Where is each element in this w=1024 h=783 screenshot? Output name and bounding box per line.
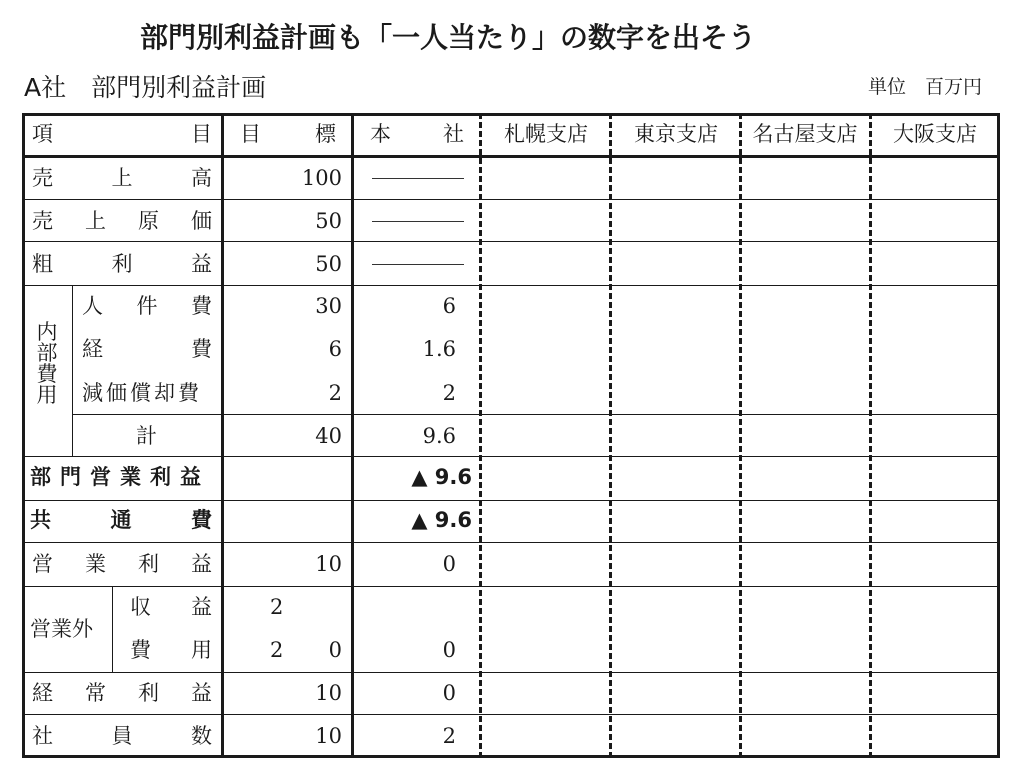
row-divider — [22, 155, 1000, 158]
depreciation-target: 2 — [328, 381, 342, 405]
sales-target: 100 — [301, 166, 342, 190]
page-headline: 部門別利益計画も「一人当たり」の数字を出そう — [140, 21, 757, 54]
column-divider-dashed — [869, 113, 872, 758]
row-divider — [22, 586, 1000, 587]
non-op-expense-honsha: 0 — [442, 638, 456, 662]
row-divider — [22, 285, 1000, 286]
row-divider — [22, 714, 1000, 715]
row-label-expenses: 経 費 — [82, 337, 212, 361]
internal-group-label: 内 部 費 用 — [36, 320, 58, 407]
row-divider — [22, 542, 1000, 543]
header-honsha: 本 社 — [370, 122, 464, 146]
profit-plan-table — [22, 113, 1000, 758]
non-op-group-label: 営業外 — [30, 617, 93, 641]
header-item: 項 目 — [32, 122, 212, 146]
expenses-honsha: 1.6 — [422, 337, 456, 361]
employees-target: 10 — [315, 724, 342, 748]
depreciation-honsha: 2 — [442, 381, 456, 405]
internal-total-honsha: 9.6 — [422, 424, 456, 448]
row-label-non-op-income: 収 益 — [130, 595, 212, 619]
group-divider — [112, 586, 113, 672]
unit-label: 単位 百万円 — [868, 76, 983, 98]
column-divider-dashed — [609, 113, 612, 758]
cogs-honsha-dash — [372, 221, 464, 222]
header-nagoya: 名古屋支店 — [752, 122, 858, 146]
ordinary-honsha: 0 — [442, 681, 456, 705]
header-target: 目 標 — [240, 122, 336, 146]
row-divider — [22, 672, 1000, 673]
ordinary-target: 10 — [315, 681, 342, 705]
row-label-ordinary: 経 常 利 益 — [32, 681, 212, 705]
sales-honsha-dash — [372, 178, 464, 179]
column-divider-dashed — [479, 113, 482, 758]
row-label-dept-profit: 部門営業利益 — [30, 465, 210, 489]
group-divider — [72, 285, 73, 456]
row-divider — [72, 414, 1000, 415]
internal-total-target: 40 — [315, 424, 342, 448]
gross-honsha-dash — [372, 264, 464, 265]
cogs-target: 50 — [315, 209, 342, 233]
non-op-expense-target-a: 2 — [270, 638, 284, 662]
header-osaka: 大阪支店 — [893, 122, 977, 146]
table-title: A社 部門別利益計画 — [24, 73, 267, 102]
expenses-target: 6 — [328, 337, 342, 361]
non-op-expense-target-b: 0 — [328, 638, 342, 662]
row-label-personnel: 人 件 費 — [82, 294, 212, 318]
row-label-cogs: 売 上 原 価 — [32, 209, 212, 233]
column-divider-dashed — [739, 113, 742, 758]
op-profit-target: 10 — [315, 552, 342, 576]
row-label-non-op-expense: 費 用 — [130, 638, 212, 662]
personnel-honsha: 6 — [442, 294, 456, 318]
row-label-op-profit: 営 業 利 益 — [32, 552, 212, 576]
row-label-common: 共 通 費 — [30, 508, 212, 532]
column-divider — [351, 113, 354, 758]
row-label-depreciation: 減価償却費 — [82, 381, 202, 405]
employees-honsha: 2 — [442, 724, 456, 748]
op-profit-honsha: 0 — [442, 552, 456, 576]
row-divider — [22, 199, 1000, 200]
row-label-sales: 売 上 高 — [32, 166, 212, 190]
row-divider — [22, 241, 1000, 242]
row-label-internal-total: 計 — [136, 424, 157, 448]
gross-target: 50 — [315, 252, 342, 276]
header-tokyo: 東京支店 — [634, 122, 718, 146]
row-divider — [22, 456, 1000, 457]
row-label-gross: 粗 利 益 — [32, 252, 212, 276]
column-divider — [221, 113, 224, 758]
non-op-income-target: 2 — [270, 595, 284, 619]
common-honsha: ▲ 9.6 — [411, 508, 472, 532]
header-sapporo: 札幌支店 — [504, 122, 588, 146]
row-divider — [22, 500, 1000, 501]
personnel-target: 30 — [315, 294, 342, 318]
row-label-employees: 社 員 数 — [32, 724, 212, 748]
dept-profit-honsha: ▲ 9.6 — [411, 465, 472, 489]
